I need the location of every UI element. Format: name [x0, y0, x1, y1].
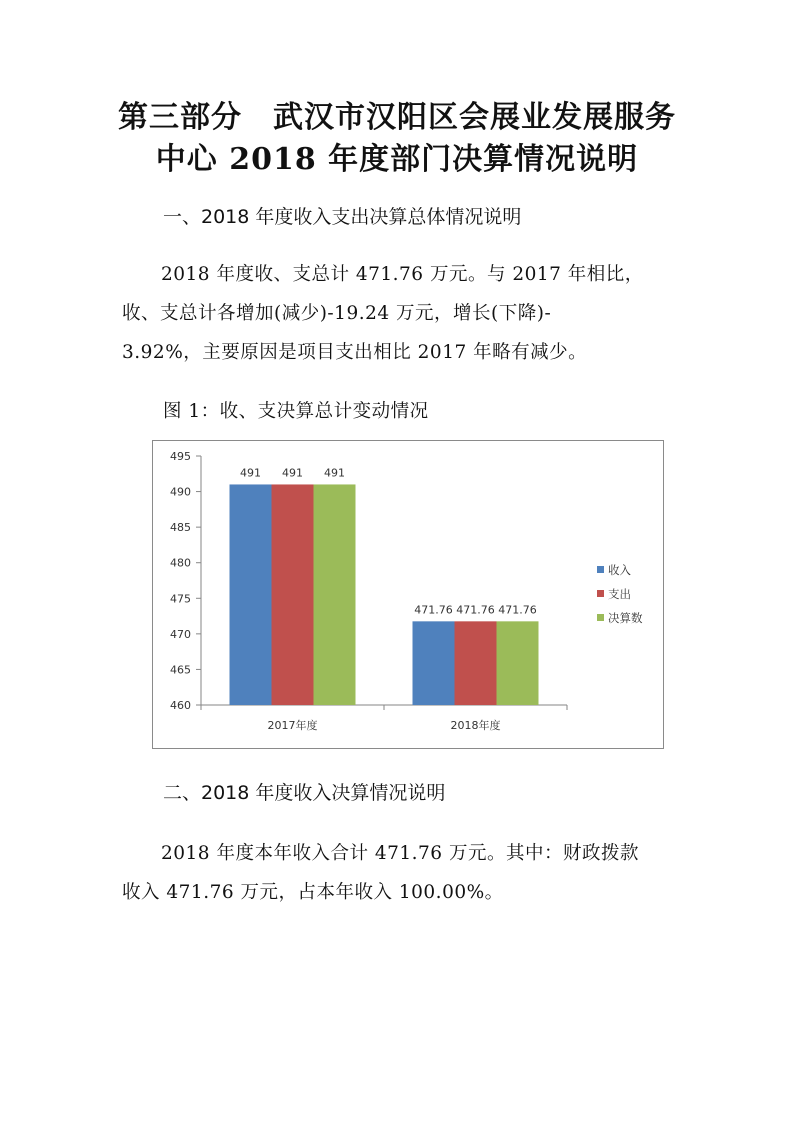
section-1-paragraph — [122, 255, 682, 372]
x-tick-label: 2017年度 — [267, 719, 318, 732]
section-2-paragraph — [122, 834, 682, 912]
legend-swatch — [597, 590, 604, 597]
data-label: 491 — [282, 466, 303, 480]
figure-caption: 图 1：收、支决算总计变动情况 — [163, 401, 429, 422]
data-label: 471.76 — [498, 603, 537, 617]
data-label: 471.76 — [456, 603, 495, 617]
section-2-heading: 二、2018 年度收入决算情况说明 — [163, 782, 446, 804]
page-title-line-2: 中心 2018 年度部门决算情况说明 — [155, 142, 639, 177]
legend-swatch — [597, 614, 604, 621]
y-tick-label: 475 — [170, 592, 191, 606]
paragraph-line: 收、支总计各增加(减少)-19.24 万元，增长(下降)- — [122, 303, 552, 324]
bar — [413, 621, 455, 705]
bar — [230, 484, 272, 705]
bar — [497, 621, 539, 705]
y-tick-label: 480 — [170, 556, 191, 570]
data-label: 491 — [240, 466, 261, 480]
page-title-line-1: 第三部分 武汉市汉阳区会展业发展服务 — [118, 100, 676, 135]
bar-chart — [152, 440, 664, 749]
y-tick-label: 460 — [170, 699, 191, 712]
paragraph-line: 收入 471.76 万元，占本年收入 100.00%。 — [122, 882, 504, 903]
bar — [314, 484, 356, 705]
x-tick-label: 2018年度 — [450, 719, 501, 732]
paragraph-line: 2018 年度收、支总计 471.76 万元。与 2017 年相比， — [161, 264, 644, 285]
paragraph-line: 2018 年度本年收入合计 471.76 万元。其中：财政拨款 — [161, 843, 639, 864]
data-label: 471.76 — [414, 603, 453, 617]
legend-label: 收入 — [608, 563, 631, 577]
bar — [455, 621, 497, 705]
y-tick-label: 495 — [170, 450, 191, 463]
paragraph-line: 3.92%，主要原因是项目支出相比 2017 年略有减少。 — [122, 342, 588, 363]
bar — [272, 484, 314, 705]
legend-label: 决算数 — [608, 611, 643, 625]
y-tick-label: 470 — [170, 627, 191, 641]
chart-canvas — [153, 441, 663, 748]
section-1-heading: 一、2018 年度收入支出决算总体情况说明 — [163, 206, 522, 228]
legend-swatch — [597, 566, 604, 573]
legend-label: 支出 — [608, 587, 631, 601]
y-tick-label: 465 — [170, 663, 191, 677]
y-tick-label: 485 — [170, 521, 191, 535]
y-tick-label: 490 — [170, 485, 191, 499]
data-label: 491 — [324, 466, 345, 480]
